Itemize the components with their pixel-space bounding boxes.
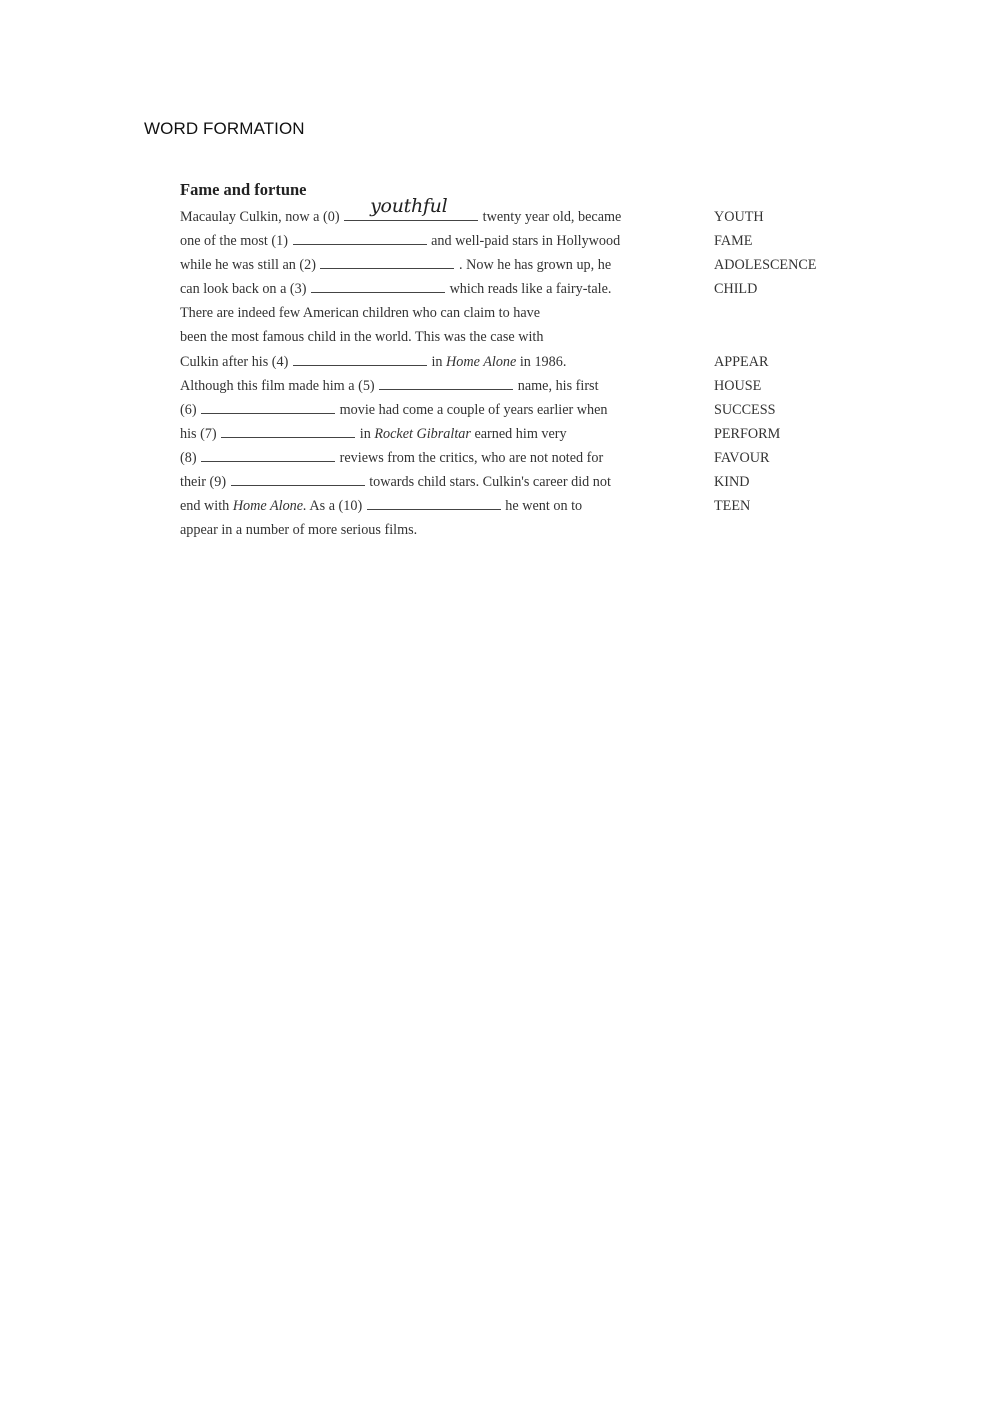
film-title: Home Alone. <box>232 498 307 515</box>
root-word: YOUTH <box>714 209 764 225</box>
root-word: HOUSE <box>714 377 762 394</box>
line-text: towards child stars. Culkin's career did not <box>369 474 611 491</box>
text-line <box>180 398 840 422</box>
line-text: Although this film made him a (5) <box>180 377 375 394</box>
line-text: been the most famous child in the world. This was the case with <box>180 329 544 346</box>
root-word: ADOLESCENCE <box>714 257 817 274</box>
text-line <box>180 518 840 542</box>
line-text: in 1986. <box>519 353 567 370</box>
line-text: (8) <box>180 449 197 466</box>
answer-gap-8[interactable] <box>201 447 335 462</box>
line-text: in <box>431 353 443 370</box>
exercise-text <box>180 195 840 542</box>
answer-gap-6[interactable] <box>201 399 335 414</box>
text-line <box>180 277 840 301</box>
line-text: As a (10) <box>309 498 363 515</box>
text-line <box>180 494 840 518</box>
line-text: their (9) <box>180 474 227 491</box>
answer-gap-9[interactable] <box>231 471 365 486</box>
answer-gap-2[interactable] <box>320 254 454 269</box>
film-title: Rocket Gibraltar <box>374 425 471 442</box>
answer-gap-7[interactable] <box>221 423 355 438</box>
text-line <box>180 446 840 470</box>
answer-gap-4[interactable] <box>293 351 427 366</box>
line-text: in <box>359 425 371 442</box>
exercise-title: Fame and fortune <box>180 180 307 199</box>
root-word: TEEN <box>714 498 751 515</box>
line-text: reviews from the critics, who are not noted for <box>339 449 604 466</box>
text-line <box>180 253 840 277</box>
line-text: he went on to <box>505 498 583 515</box>
line-text: There are indeed few American children who can claim to have <box>180 305 541 322</box>
text-line <box>180 374 840 398</box>
text-line <box>180 195 840 229</box>
text-line <box>180 350 840 374</box>
root-word: FAVOUR <box>714 449 770 466</box>
text-line <box>180 301 840 325</box>
text-line <box>180 470 840 494</box>
root-word: APPEAR <box>714 353 769 370</box>
root-word: KIND <box>714 474 750 491</box>
answer-gap-10[interactable] <box>367 495 501 510</box>
answer-gap-0 <box>344 195 478 221</box>
line-text: appear in a number of more serious films. <box>180 522 418 539</box>
line-text: Culkin after his (4) <box>180 353 289 370</box>
text-line <box>180 325 840 349</box>
root-word: FAME <box>714 233 753 250</box>
line-text: earned him very <box>474 425 567 442</box>
line-text: one of the most (1) <box>180 233 288 250</box>
root-word: SUCCESS <box>714 401 776 418</box>
line-text: movie had come a couple of years earlier when <box>339 401 608 418</box>
line-text: can look back on a (3) <box>180 281 307 298</box>
answer-gap-3[interactable] <box>311 278 445 293</box>
line-text: . Now he has grown up, he <box>459 257 612 274</box>
root-word: CHILD <box>714 281 758 298</box>
line-text: and well-paid stars in Hollywood <box>431 233 621 250</box>
worksheet-heading: WORD FORMATION <box>144 119 305 138</box>
line-text: (6) <box>180 401 197 418</box>
line-text: end with <box>180 498 230 515</box>
text-line <box>180 229 840 253</box>
root-word: PERFORM <box>714 425 781 442</box>
line-text: his (7) <box>180 425 217 442</box>
line-text: which reads like a fairy-tale. <box>449 281 612 298</box>
line-text: while he was still an (2) <box>180 257 316 274</box>
example-answer: youthful <box>370 195 448 217</box>
line-text: Macaulay Culkin, now a (0) <box>180 209 340 225</box>
line-text: twenty year old, became <box>482 209 622 225</box>
answer-gap-5[interactable] <box>379 375 513 390</box>
answer-gap-1[interactable] <box>293 230 427 245</box>
line-text: name, his first <box>517 377 599 394</box>
text-line <box>180 422 840 446</box>
film-title: Home Alone <box>446 353 517 370</box>
